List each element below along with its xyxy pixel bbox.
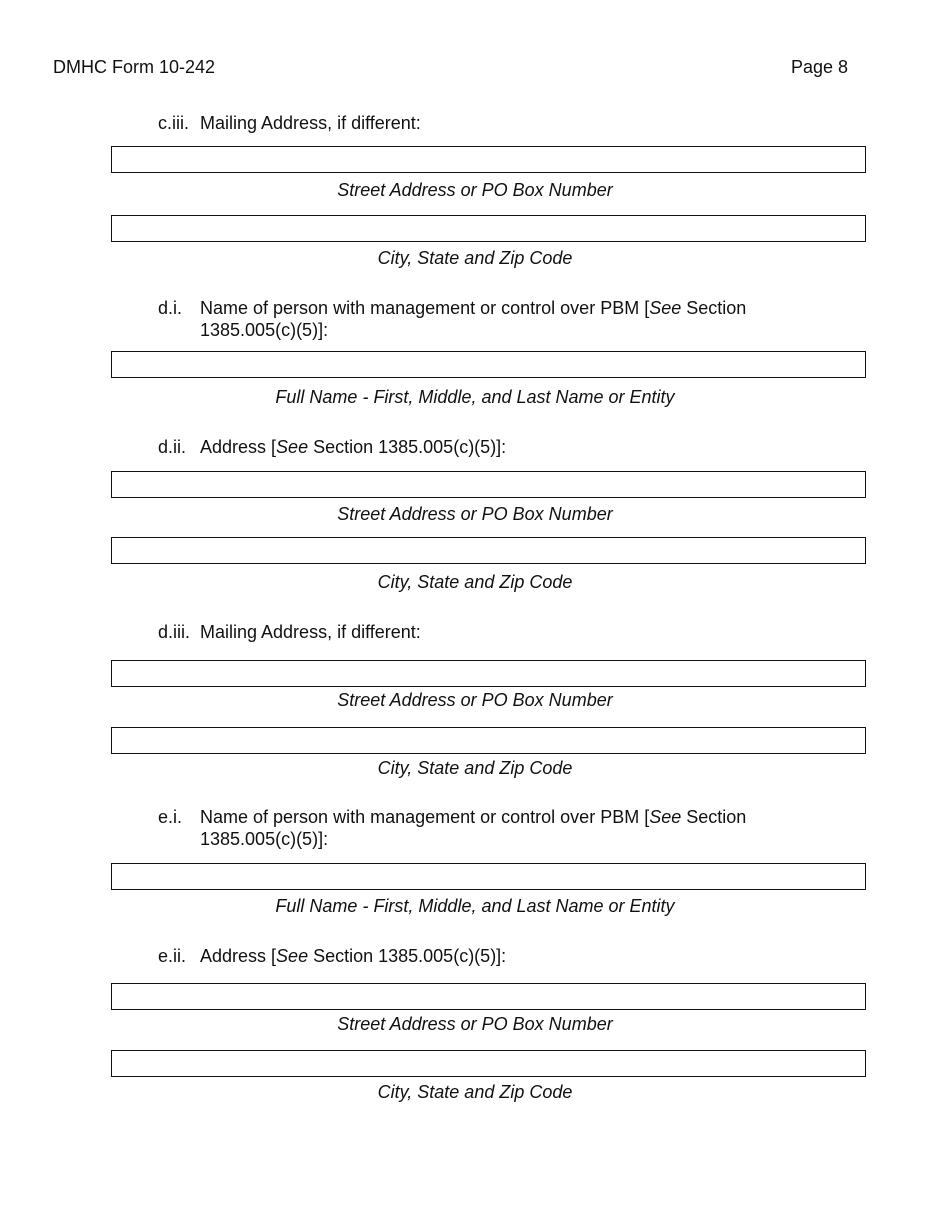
full-name-caption: Full Name - First, Middle, and Last Name or Entity (275, 387, 675, 407)
label-text-end: Section (681, 807, 747, 827)
section-number: d.ii. (158, 437, 187, 457)
question-label (200, 806, 746, 828)
label-text: Name of person with management or control over PBM [ (200, 298, 650, 318)
full-name-caption: Full Name - First, Middle, and Last Name or Entity (275, 896, 675, 916)
city-state-zip-caption: City, State and Zip Code (377, 248, 573, 268)
see-reference: See (649, 298, 682, 318)
label-text: Address [ (200, 946, 277, 966)
question-label: Mailing Address, if different: (200, 113, 421, 133)
question-label (200, 436, 506, 458)
question-label (200, 297, 746, 319)
street-address-input[interactable] (111, 983, 866, 1010)
label-text: Name of person with management or control over PBM [ (200, 807, 650, 827)
section-number: d.iii. (158, 622, 191, 642)
section-number: d.i. (158, 298, 183, 318)
city-state-zip-caption: City, State and Zip Code (377, 758, 573, 778)
question-label-line2: 1385.005(c)(5)]: (200, 320, 329, 340)
street-address-input[interactable] (111, 471, 866, 498)
see-reference: See (276, 946, 309, 966)
section-number: e.i. (158, 807, 183, 827)
full-name-input[interactable] (111, 351, 866, 378)
city-state-zip-input[interactable] (111, 537, 866, 564)
street-address-caption: Street Address or PO Box Number (337, 690, 613, 710)
question-label: Mailing Address, if different: (200, 622, 421, 642)
question-label-line2: 1385.005(c)(5)]: (200, 829, 329, 849)
street-address-caption: Street Address or PO Box Number (337, 180, 613, 200)
street-address-input[interactable] (111, 660, 866, 687)
street-address-input[interactable] (111, 146, 866, 173)
see-reference: See (649, 807, 682, 827)
city-state-zip-caption: City, State and Zip Code (377, 572, 573, 592)
street-address-caption: Street Address or PO Box Number (337, 504, 613, 524)
label-text-end: Section 1385.005(c)(5)]: (308, 437, 507, 457)
section-number: e.ii. (158, 946, 187, 966)
form-name: DMHC Form 10-242 (53, 57, 216, 77)
section-number: c.iii. (158, 113, 189, 133)
label-text: Address [ (200, 437, 277, 457)
city-state-zip-caption: City, State and Zip Code (377, 1082, 573, 1102)
see-reference: See (276, 437, 309, 457)
city-state-zip-input[interactable] (111, 215, 866, 242)
page-number: Page 8 (791, 57, 849, 77)
city-state-zip-input[interactable] (111, 727, 866, 754)
question-label (200, 945, 506, 967)
label-text-end: Section 1385.005(c)(5)]: (308, 946, 507, 966)
city-state-zip-input[interactable] (111, 1050, 866, 1077)
full-name-input[interactable] (111, 863, 866, 890)
street-address-caption: Street Address or PO Box Number (337, 1014, 613, 1034)
label-text-end: Section (681, 298, 747, 318)
